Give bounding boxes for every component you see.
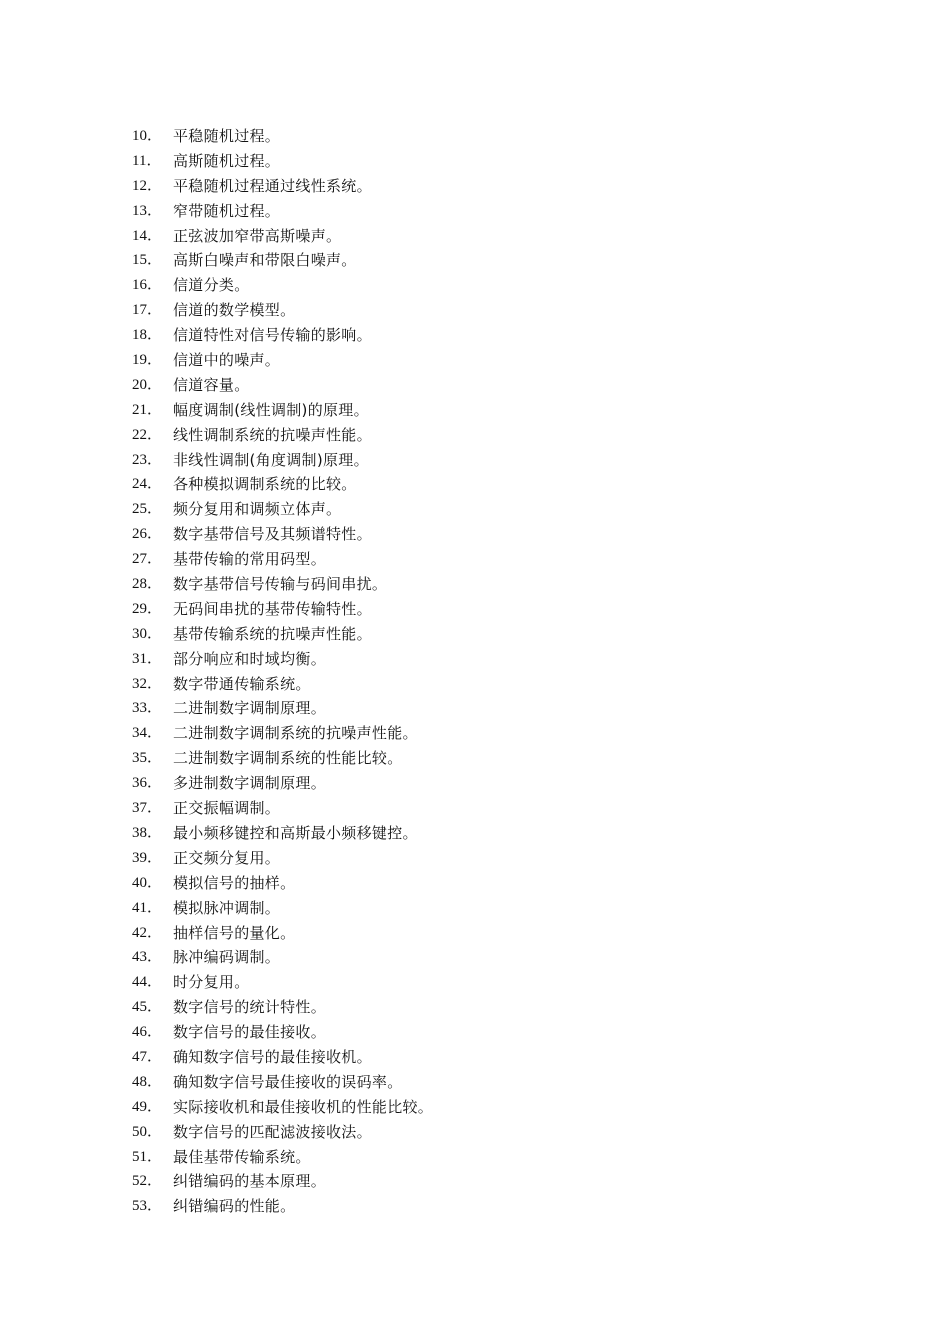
- item-number: 27．: [132, 551, 163, 568]
- list-item: [128, 522, 828, 547]
- item-text: 基带传输系统的抗噪声性能。: [173, 624, 372, 643]
- item-number: 52．: [132, 1173, 163, 1190]
- item-text: 最佳基带传输系统。: [173, 1147, 311, 1166]
- list-item: [128, 796, 828, 821]
- item-number: 32．: [132, 675, 163, 692]
- list-item: [128, 248, 828, 273]
- list-item: [128, 298, 828, 323]
- item-number: 38．: [132, 824, 163, 841]
- list-item: [128, 1095, 828, 1120]
- list-item: [128, 323, 828, 348]
- list-item: [128, 224, 828, 249]
- item-text: 数字信号的匹配滤波接收法。: [173, 1122, 372, 1141]
- list-item: [128, 348, 828, 373]
- item-number: 18．: [132, 327, 163, 344]
- item-number: 28．: [132, 576, 163, 593]
- item-text: 模拟信号的抽样。: [173, 873, 296, 892]
- item-number: 26．: [132, 526, 163, 543]
- item-text: 确知数字信号的最佳接收机。: [173, 1047, 372, 1066]
- item-number: 13．: [132, 202, 163, 219]
- item-text: 二进制数字调制原理。: [173, 699, 327, 718]
- item-number: 10．: [132, 128, 163, 144]
- list-item: [128, 1194, 828, 1219]
- list-item: [128, 846, 828, 871]
- item-number: 34．: [132, 725, 163, 742]
- item-text: 纠错编码的基本原理。: [173, 1172, 327, 1191]
- item-text: 窄带随机过程。: [173, 201, 281, 220]
- list-item: [128, 398, 828, 423]
- item-text: 信道分类。: [173, 276, 250, 295]
- list-item: [128, 448, 828, 473]
- item-text: 数字信号的最佳接收。: [173, 1023, 327, 1042]
- list-item: [128, 597, 828, 622]
- list-item: [128, 547, 828, 572]
- item-number: 43．: [132, 949, 163, 966]
- item-text: 非线性调制(角度调制)原理。: [173, 450, 369, 469]
- item-number: 16．: [132, 277, 163, 294]
- item-number: 53．: [132, 1198, 163, 1215]
- list-item: [128, 871, 828, 896]
- item-text: 信道特性对信号传输的影响。: [173, 326, 372, 345]
- list-item: [128, 572, 828, 597]
- item-text: 正弦波加窄带高斯噪声。: [173, 226, 342, 245]
- list-item: [128, 174, 828, 199]
- item-number: 14．: [132, 227, 163, 244]
- list-item: [128, 273, 828, 298]
- item-number: 17．: [132, 302, 163, 319]
- list-item: [128, 1045, 828, 1070]
- list-item: [128, 696, 828, 721]
- item-number: 30．: [132, 625, 163, 642]
- topic-list: [128, 124, 828, 1219]
- item-number: 12．: [132, 177, 163, 194]
- item-number: 11．: [132, 152, 162, 169]
- item-number: 25．: [132, 501, 163, 518]
- item-text: 平稳随机过程。: [173, 127, 281, 145]
- list-item: [128, 373, 828, 398]
- item-number: 46．: [132, 1024, 163, 1041]
- item-number: 49．: [132, 1098, 163, 1115]
- item-number: 45．: [132, 999, 163, 1016]
- item-text: 高斯白噪声和带限白噪声。: [173, 251, 357, 270]
- item-number: 21．: [132, 401, 163, 418]
- list-item: [128, 423, 828, 448]
- item-number: 23．: [132, 451, 163, 468]
- list-item: [128, 1070, 828, 1095]
- item-text: 高斯随机过程。: [173, 151, 281, 170]
- item-number: 42．: [132, 924, 163, 941]
- list-item: [128, 970, 828, 995]
- item-number: 22．: [132, 426, 163, 443]
- list-item: [128, 199, 828, 224]
- item-number: 50．: [132, 1123, 163, 1140]
- item-number: 20．: [132, 376, 163, 393]
- item-text: 最小频移键控和高斯最小频移键控。: [173, 823, 418, 842]
- item-number: 19．: [132, 352, 163, 369]
- item-text: 二进制数字调制系统的抗噪声性能。: [173, 724, 418, 743]
- item-text: 多进制数字调制原理。: [173, 774, 327, 793]
- item-number: 33．: [132, 700, 163, 717]
- item-text: 幅度调制(线性调制)的原理。: [173, 400, 369, 419]
- item-number: 15．: [132, 252, 163, 269]
- item-text: 信道的数学模型。: [173, 301, 296, 320]
- list-item: [128, 472, 828, 497]
- item-text: 各种模拟调制系统的比较。: [173, 475, 357, 494]
- item-text: 信道中的噪声。: [173, 351, 281, 370]
- list-item: [128, 821, 828, 846]
- item-text: 正交频分复用。: [173, 848, 281, 867]
- item-number: 29．: [132, 600, 163, 617]
- item-text: 数字带通传输系统。: [173, 674, 311, 693]
- item-text: 部分响应和时域均衡。: [173, 649, 327, 668]
- list-item: [128, 995, 828, 1020]
- item-text: 正交振幅调制。: [173, 799, 281, 818]
- item-number: 47．: [132, 1048, 163, 1065]
- item-number: 40．: [132, 874, 163, 891]
- item-number: 24．: [132, 476, 163, 493]
- item-number: 48．: [132, 1073, 163, 1090]
- item-number: 39．: [132, 849, 163, 866]
- list-item: [128, 896, 828, 921]
- list-item: [128, 124, 828, 149]
- item-text: 确知数字信号最佳接收的误码率。: [173, 1072, 403, 1091]
- item-text: 模拟脉冲调制。: [173, 898, 281, 917]
- list-item: [128, 1145, 828, 1170]
- item-text: 线性调制系统的抗噪声性能。: [173, 425, 372, 444]
- item-number: 36．: [132, 775, 163, 792]
- item-text: 实际接收机和最佳接收机的性能比较。: [173, 1097, 434, 1116]
- list-item: [128, 622, 828, 647]
- list-item: [128, 945, 828, 970]
- item-number: 44．: [132, 974, 163, 991]
- item-text: 信道容量。: [173, 375, 250, 394]
- item-number: 51．: [132, 1148, 163, 1165]
- list-item: [128, 771, 828, 796]
- list-item: [128, 921, 828, 946]
- list-item: [128, 1169, 828, 1194]
- list-item: [128, 149, 828, 174]
- item-text: 频分复用和调频立体声。: [173, 500, 342, 519]
- item-text: 时分复用。: [173, 973, 250, 992]
- item-text: 基带传输的常用码型。: [173, 550, 327, 569]
- item-text: 抽样信号的量化。: [173, 923, 296, 942]
- item-text: 无码间串扰的基带传输特性。: [173, 599, 372, 618]
- item-text: 数字基带信号传输与码间串扰。: [173, 575, 388, 594]
- list-item: [128, 647, 828, 672]
- item-number: 41．: [132, 899, 163, 916]
- item-text: 二进制数字调制系统的性能比较。: [173, 749, 403, 768]
- list-item: [128, 1020, 828, 1045]
- item-text: 数字基带信号及其频谱特性。: [173, 525, 372, 544]
- item-text: 纠错编码的性能。: [173, 1197, 296, 1216]
- list-item: [128, 672, 828, 697]
- item-text: 脉冲编码调制。: [173, 948, 281, 967]
- item-number: 35．: [132, 750, 163, 767]
- list-item: [128, 746, 828, 771]
- list-item: [128, 1120, 828, 1145]
- item-number: 31．: [132, 650, 163, 667]
- item-text: 数字信号的统计特性。: [173, 998, 327, 1017]
- list-item: [128, 497, 828, 522]
- item-text: 平稳随机过程通过线性系统。: [173, 176, 372, 195]
- list-item: [128, 721, 828, 746]
- item-number: 37．: [132, 800, 163, 817]
